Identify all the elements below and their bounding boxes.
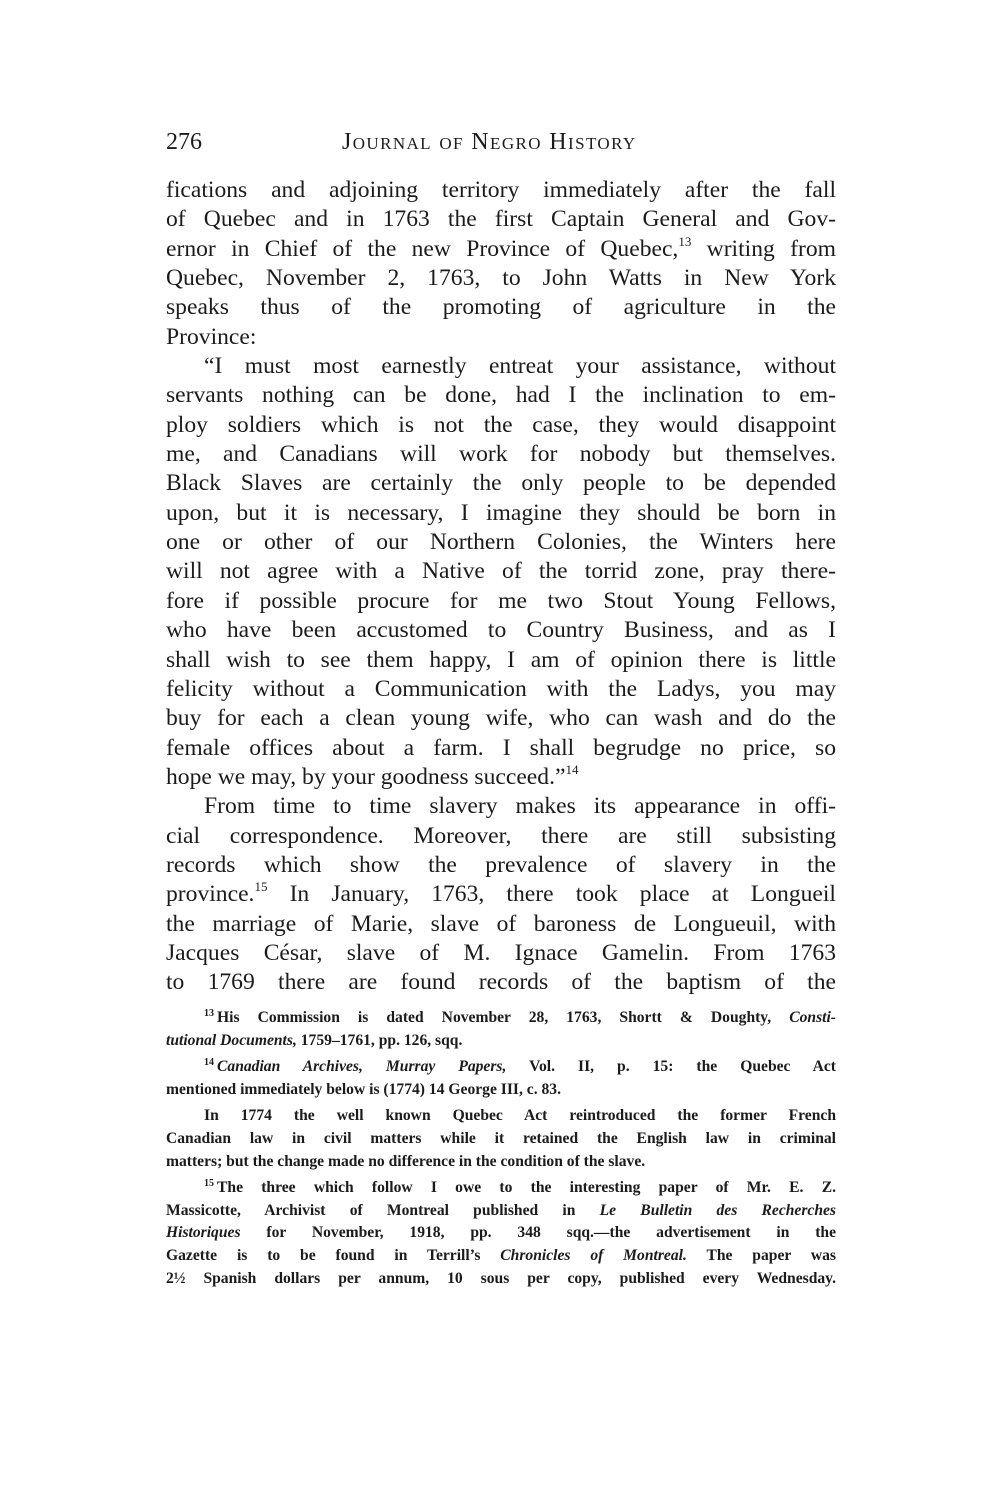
footnote-ref-13: 13: [678, 233, 692, 249]
body-line: female offices about a farm. I shall begrudge no price, so: [166, 734, 836, 761]
body-line: From time to time slavery makes its appearance in offi-: [204, 793, 836, 820]
body-line: [166, 880, 836, 909]
footnote-text: 1759–1761, pp. 126, sqq.: [300, 1031, 463, 1049]
footnotes: [166, 1007, 836, 1290]
body-line: Quebec, November 2, 1763, to John Watts in New York: [166, 265, 836, 292]
footnote-italic: Consti-: [789, 1009, 836, 1026]
body-line: upon, but it is necessary, I imagine they should be born in: [166, 499, 836, 526]
footnote-italic: Chronicles of Montreal.: [500, 1246, 687, 1264]
footnote-14-note: In 1774 the well known Quebec Act reintroduced the former French: [204, 1107, 836, 1125]
footnote-text: The three which follow I owe to the interesting paper of Mr. E. Z.: [217, 1179, 836, 1197]
body-line: servants nothing can be done, had I the inclination to em-: [166, 382, 836, 409]
body-line: speaks thus of the promoting of agriculture in the: [166, 294, 836, 321]
footnote-15-line: [166, 1245, 836, 1268]
footnote-15-line: 2½ Spanish dollars per annum, 10 sous per copy, published every Wednesday.: [166, 1269, 836, 1287]
body-line-text: hope we may, by your goodness succeed.”: [166, 763, 566, 790]
footnote-14-note: Canadian law in civil matters while it retained the English law in criminal: [166, 1129, 836, 1147]
footnote-italic: tutional Documents,: [166, 1031, 297, 1049]
footnote-mark: 14: [204, 1057, 214, 1069]
body-line: fore if possible procure for me two Stout Young Fellows,: [166, 587, 836, 614]
footnote-14-line: mentioned immediately below is (1774) 14 George III, c. 83.: [166, 1080, 561, 1098]
body-line: felicity without a Communication with the Ladys, you may: [166, 675, 836, 702]
body-line: me, and Canadians will work for nobody but themselves.: [166, 441, 836, 468]
body-line-text: ernor in Chief of the new Province of Quebec,: [166, 235, 679, 262]
footnote-13: [166, 1007, 836, 1030]
body-line: “I must most earnestly entreat your assistance, without: [204, 353, 836, 380]
footnote-ref-14: 14: [565, 761, 579, 777]
footnote-text: for November, 1918, pp. 348 sqq.—the advertisement in the: [266, 1224, 837, 1242]
footnote-text: Vol. II, p. 15: the Quebec Act: [529, 1058, 836, 1076]
body-line: one or other of our Northern Colonies, the Winters here: [166, 529, 836, 556]
body-line: [166, 235, 836, 264]
body-line-text: province.: [166, 881, 255, 908]
body-line: will not agree with a Native of the torrid zone, pray there-: [166, 558, 836, 585]
body-line: of Quebec and in 1763 the first Captain General and Gov-: [166, 206, 836, 233]
footnote-15-line: [166, 1200, 836, 1223]
body-line: ploy soldiers which is not the case, they would disappoint: [166, 411, 836, 438]
footnote-text: The paper was: [706, 1246, 837, 1264]
body-line-text: writing from: [691, 235, 836, 262]
body-line: cial correspondence. Moreover, there are still subsisting: [166, 822, 836, 849]
body-line: shall wish to see them happy, I am of opinion there is little: [166, 646, 836, 673]
footnote-ref-15: 15: [254, 879, 268, 895]
footnote-15-line: [166, 1222, 836, 1245]
body-line: the marriage of Marie, slave of baroness de Longueuil, with: [166, 910, 836, 937]
body-line-text: In January, 1763, there took place at Longueil: [267, 881, 836, 908]
body-line: records which show the prevalence of slavery in the: [166, 851, 836, 878]
page-header: [166, 124, 836, 160]
body-text: [166, 176, 836, 998]
page-number: 276: [166, 129, 202, 155]
footnote-text: Gazette is to be found in Terrill’s: [166, 1246, 481, 1264]
body-line: to 1769 there are found records of the baptism of the: [166, 969, 836, 996]
body-line: buy for each a clean young wife, who can wash and do the: [166, 705, 836, 732]
footnote-mark: 13: [204, 1008, 214, 1019]
footnote-italic: Le Bulletin des Recherches: [599, 1201, 836, 1219]
footnote-text: His Commission is dated November 28, 1763, Shortt & Doughty,: [217, 1009, 772, 1026]
body-line: Province:: [166, 323, 257, 350]
footnote-15: [166, 1177, 836, 1200]
footnote-italic: Canadian Archives, Murray Papers,: [217, 1058, 507, 1076]
body-line: Jacques César, slave of M. Ignace Gamelin. From 1763: [166, 939, 836, 966]
body-line: [166, 763, 836, 792]
body-line: fications and adjoining territory immediately after the fall: [166, 177, 836, 203]
body-line: Black Slaves are certainly the only people to be depended: [166, 470, 836, 497]
footnote-13-line: [166, 1030, 836, 1053]
running-title: Journal of Negro History: [342, 129, 637, 155]
footnote-14-note: matters; but the change made no difference in the condition of the slave.: [166, 1152, 646, 1170]
body-line: who have been accustomed to Country Business, and as I: [166, 617, 836, 644]
footnote-14: [166, 1056, 836, 1079]
footnote-italic: Historiques: [166, 1224, 241, 1242]
footnote-mark: 15: [204, 1178, 214, 1190]
footnote-text: Massicotte, Archivist of Montreal published in: [166, 1201, 576, 1219]
